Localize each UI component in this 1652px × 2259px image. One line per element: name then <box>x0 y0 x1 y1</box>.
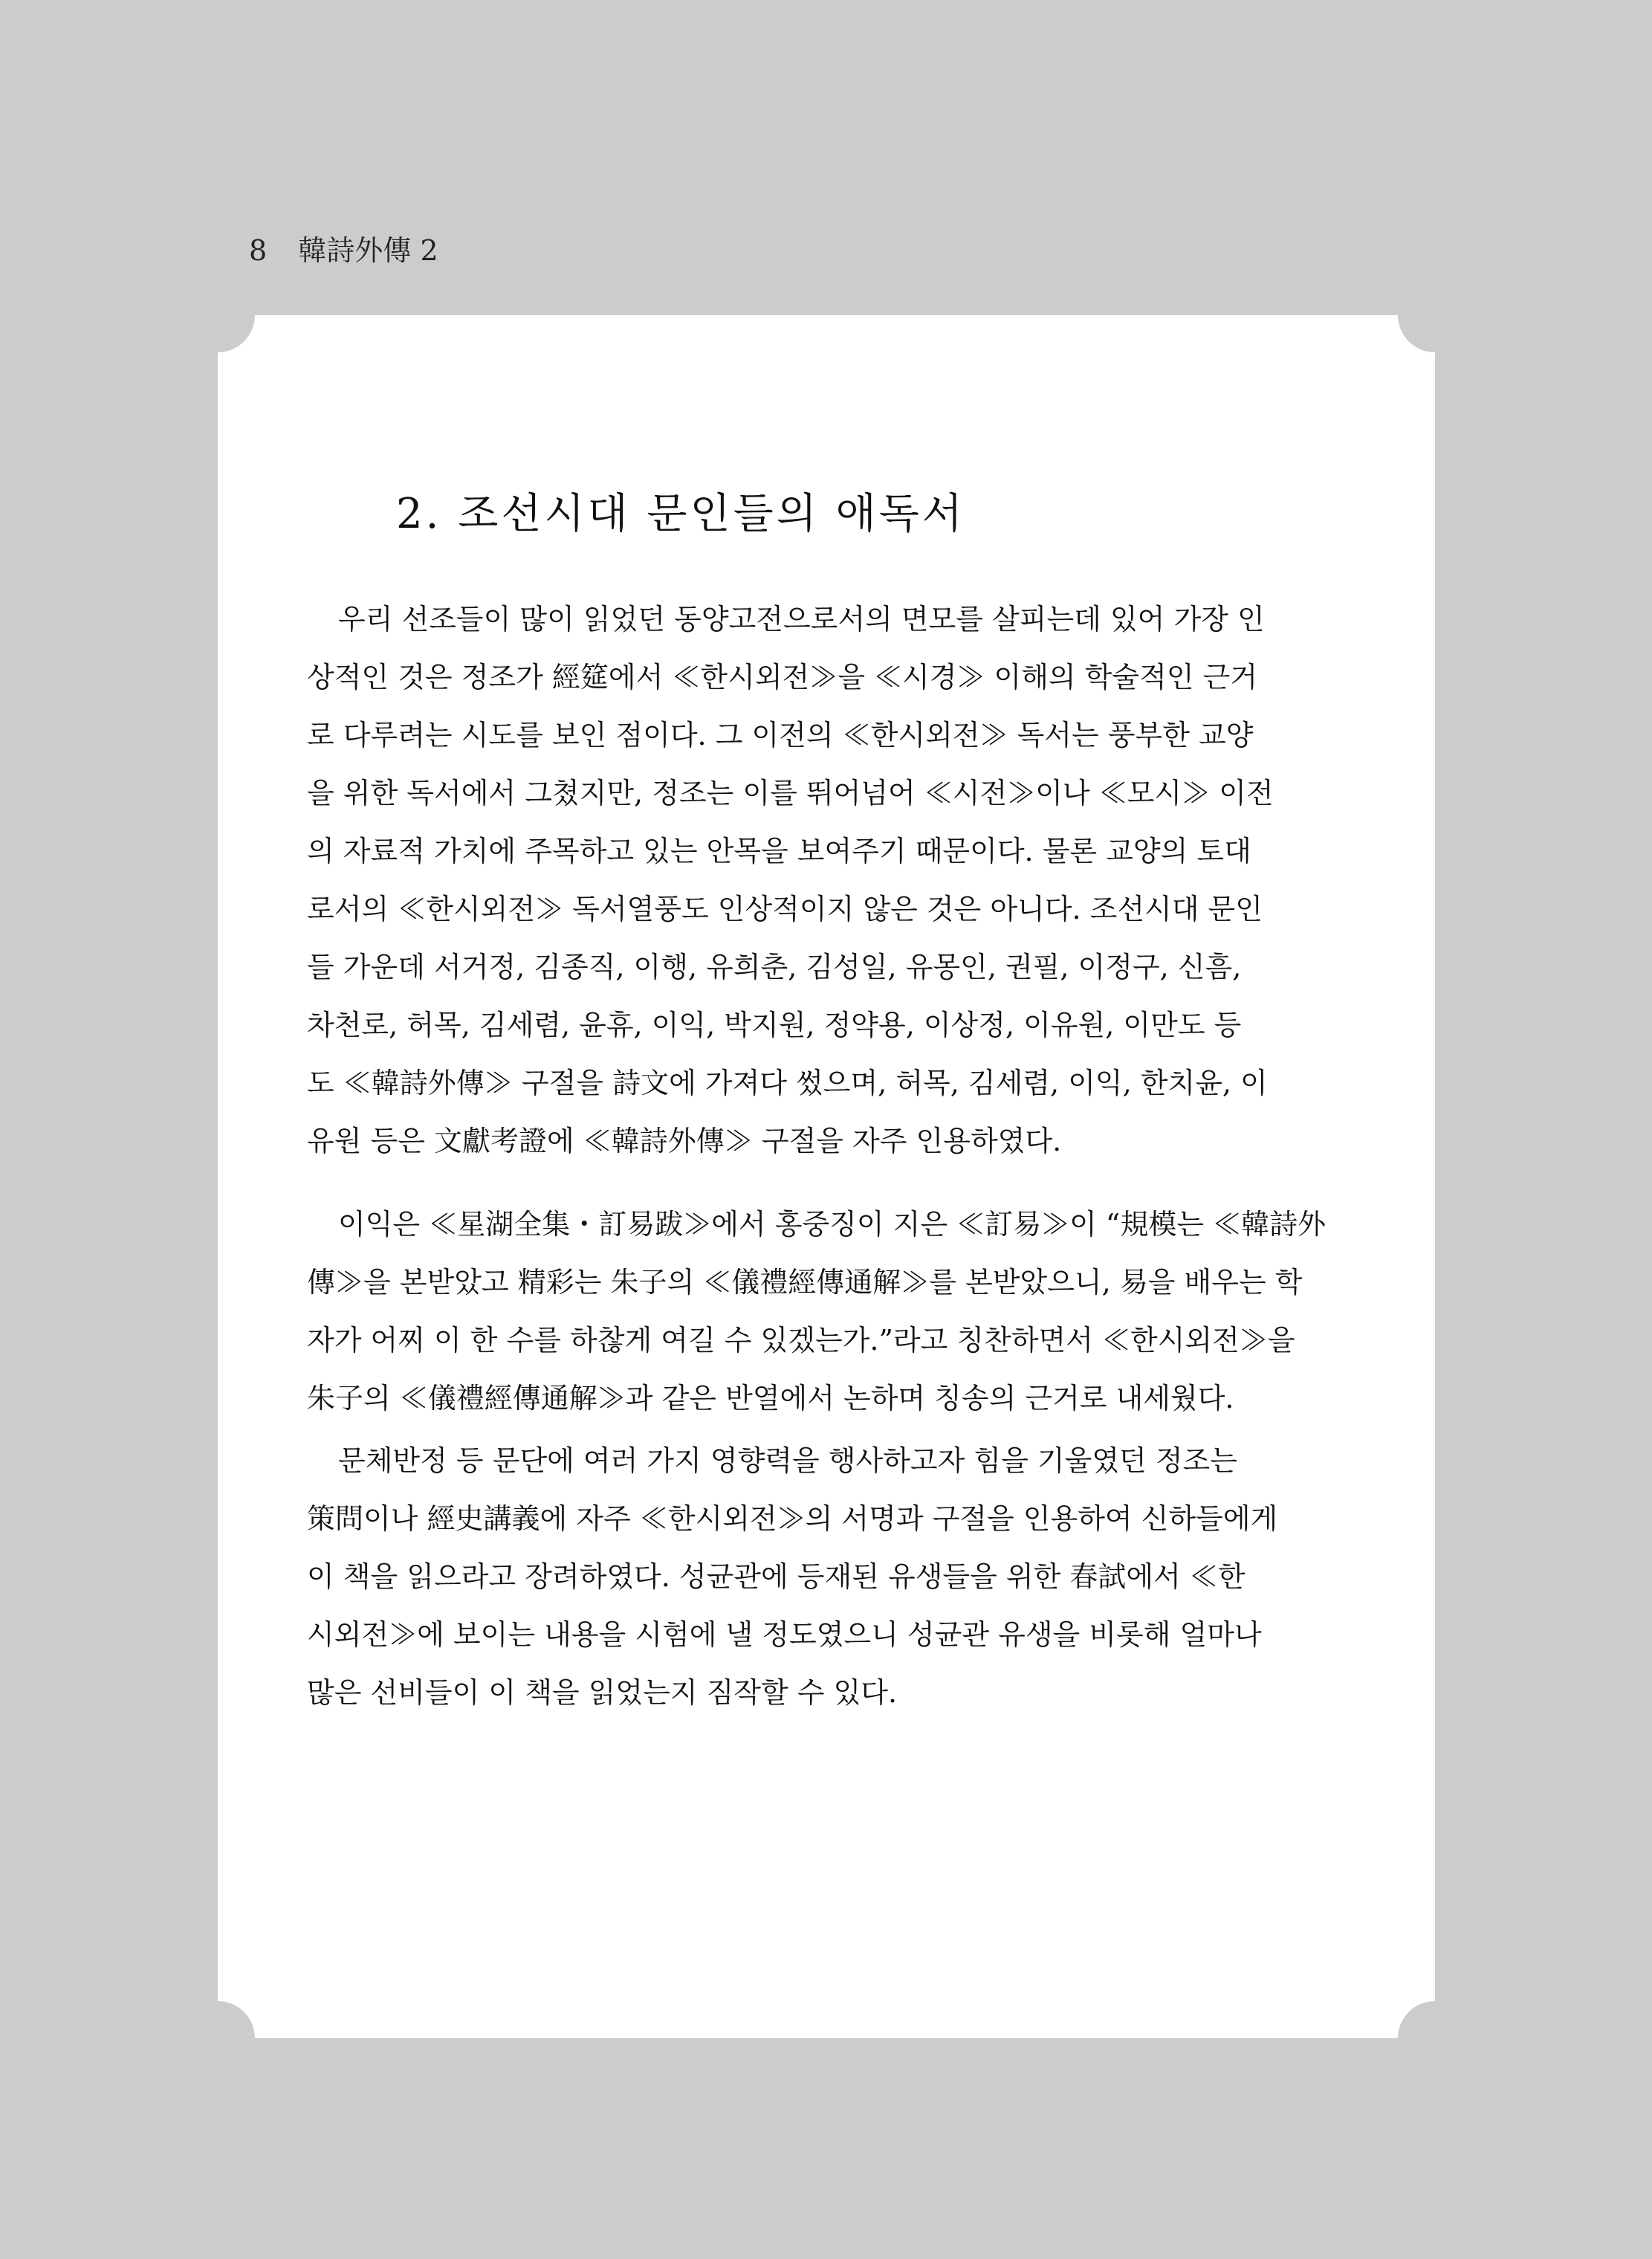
paragraph <box>307 1432 1347 1722</box>
text-line: 傳≫을 본받았고 精彩는 朱子의 ≪儀禮經傳通解≫를 본받았으니, 易을 배우는 학 <box>307 1266 1303 1299</box>
text-line: 로서의 ≪한시외전≫ 독서열풍도 인상적이지 않은 것은 아니다. 조선시대 문인 <box>307 893 1263 925</box>
text-line: 이 책을 읽으라고 장려하였다. 성균관에 등재된 유생들을 위한 春試에서 ≪한 <box>307 1560 1246 1593</box>
corner-notch <box>1398 2001 1472 2075</box>
text-line: 차천로, 허목, 김세렴, 윤휴, 이익, 박지원, 정약용, 이상정, 이유원, 이만도 등 <box>307 1009 1242 1041</box>
running-header <box>249 232 438 269</box>
text-line: 우리 선조들이 많이 읽었던 동양고전으로서의 면모를 살피는데 있어 가장 인 <box>338 603 1265 636</box>
text-line: 자가 어찌 이 한 수를 하찮게 여길 수 있겠는가.”라고 칭찬하면서 ≪한시외전≫을 <box>307 1324 1295 1357</box>
corner-notch <box>181 2001 255 2075</box>
text-line: 의 자료적 가치에 주목하고 있는 안목을 보여주기 때문이다. 물론 교양의 토대 <box>307 835 1251 867</box>
text-line: 많은 선비들이 이 책을 읽었는지 짐작할 수 있다. <box>307 1676 898 1709</box>
text-line: 朱子의 ≪儀禮經傳通解≫과 같은 반열에서 논하며 칭송의 근거로 내세웠다. <box>307 1382 1234 1415</box>
corner-notch <box>1398 278 1472 352</box>
text-line: 도 ≪韓詩外傳≫ 구절을 詩文에 가져다 썼으며, 허목, 김세렴, 이익, 한치윤, 이 <box>307 1067 1268 1099</box>
corner-notch <box>181 278 255 352</box>
paragraph <box>307 1195 1347 1427</box>
text-line: 들 가운데 서거정, 김종직, 이행, 유희춘, 김성일, 유몽인, 권필, 이정구, 신흠, <box>307 951 1242 983</box>
text-line: 시외전≫에 보이는 내용을 시험에 낼 정도였으니 성균관 유생을 비롯해 얼마나 <box>307 1618 1262 1651</box>
text-line: 상적인 것은 정조가 經筵에서 ≪한시외전≫을 ≪시경≫ 이해의 학술적인 근거 <box>307 661 1258 694</box>
text-line: 로 다루려는 시도를 보인 점이다. 그 이전의 ≪한시외전≫ 독서는 풍부한 교양 <box>307 719 1254 752</box>
page-number: 8 <box>249 234 268 267</box>
text-line: 을 위한 독서에서 그쳤지만, 정조는 이를 뛰어넘어 ≪시전≫이나 ≪모시≫ 이전 <box>307 777 1274 809</box>
content-card <box>218 315 1435 2038</box>
paragraph <box>307 590 1347 1170</box>
book-title: 韓詩外傳 2 <box>298 234 438 267</box>
text-line: 策問이나 經史講義에 자주 ≪한시외전≫의 서명과 구절을 인용하여 신하들에게 <box>307 1502 1278 1535</box>
text-line: 문체반정 등 문단에 여러 가지 영향력을 행사하고자 힘을 기울였던 정조는 <box>338 1444 1237 1477</box>
body-text <box>307 590 1347 1722</box>
text-line: 이익은 ≪星湖全集・訂易跋≫에서 홍중징이 지은 ≪訂易≫이 “規模는 ≪韓詩外 <box>338 1208 1327 1241</box>
section-title: 2. 조선시대 문인들의 애독서 <box>396 490 965 538</box>
text-line: 유원 등은 文獻考證에 ≪韓詩外傳≫ 구절을 자주 인용하였다. <box>307 1125 1062 1157</box>
